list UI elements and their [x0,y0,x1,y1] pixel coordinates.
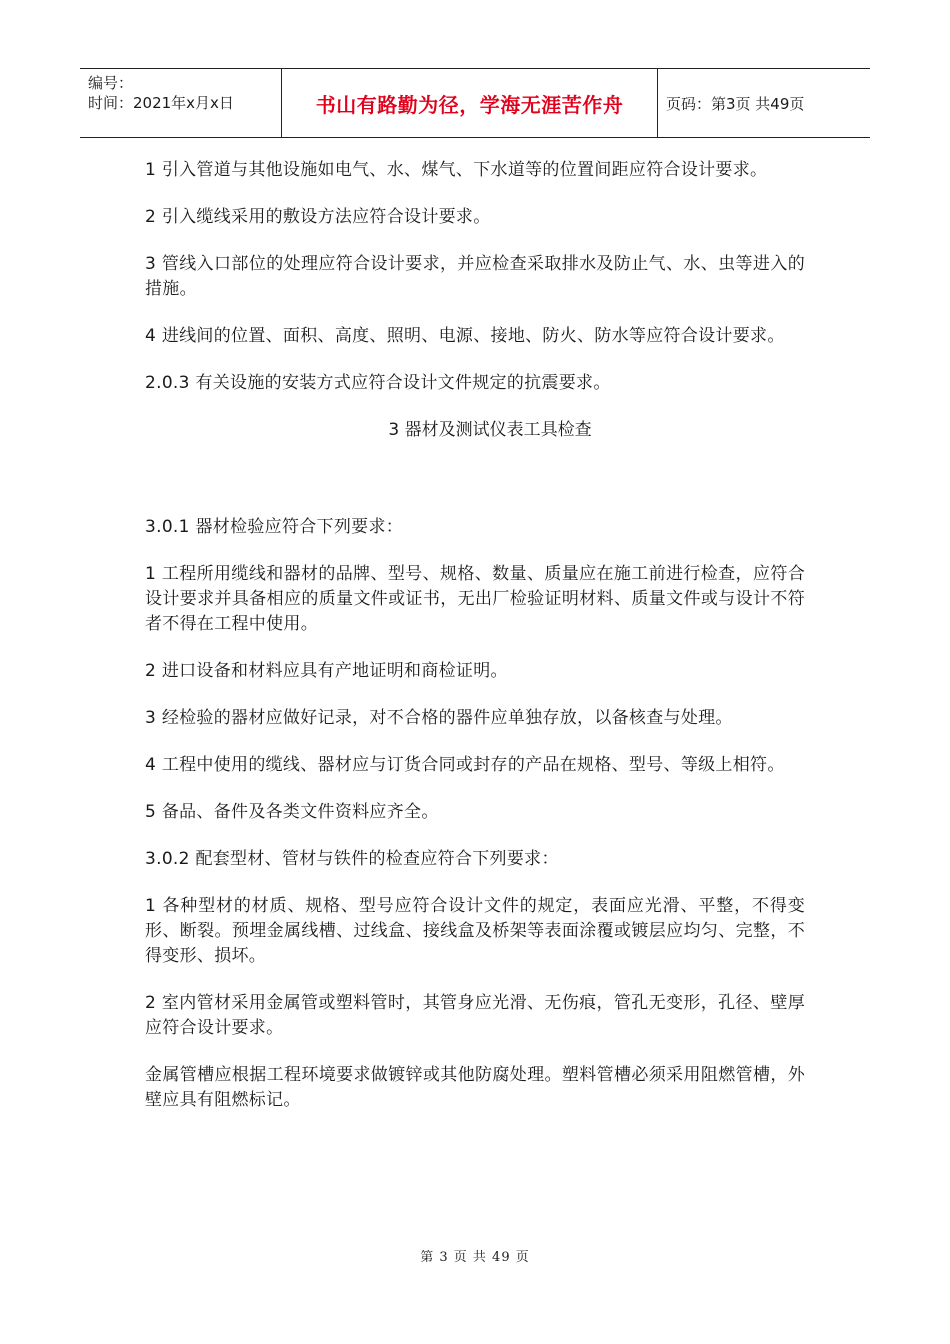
paragraph: 2 引入缆线采用的敷设方法应符合设计要求。 [145,207,491,227]
paragraph: 4 进线间的位置、面积、高度、照明、电源、接地、防火、防水等应符合设计要求。 [145,326,785,346]
paragraph: 4 工程中使用的缆线、器材应与订货合同或封存的产品在规格、型号、等级上相符。 [145,755,785,775]
page-footer: 第 3 页 共 49 页 [420,1250,530,1265]
paragraph: 2.0.3 有关设施的安装方式应符合设计文件规定的抗震要求。 [145,373,611,393]
paragraph: 2 室内管材采用金属管或塑料管时，其管身应光滑、无伤痕，管孔无变形，孔径、壁厚应符合设计要求。 [145,993,805,1038]
paragraph: 1 各种型材的材质、规格、型号应符合设计文件的规定，表面应光滑、平整，不得变形、断裂。预埋金属线槽、过线盒、接线盒及桥架等表面涂覆或镀层应均匀、完整，不得变形、损坏。 [145,896,805,966]
paragraph: 2 进口设备和材料应具有产地证明和商检证明。 [145,661,508,681]
document-number-label: 编号： [88,74,134,92]
paragraph: 1 工程所用缆线和器材的品牌、型号、规格、数量、质量应在施工前进行检查，应符合设计要求并具备相应的质量文件或证书，无出厂检验证明材料、质量文件或与设计不符者不得在工程中使用。 [145,564,805,634]
paragraph: 3.0.2 配套型材、管材与铁件的检查应符合下列要求： [145,849,559,869]
header-page-info: 页码：第3页 共49页 [666,94,805,113]
paragraph: 金属管槽应根据工程环境要求做镀锌或其他防腐处理。塑料管槽必须采用阻燃管槽，外壁应具有阻燃标记。 [145,1065,805,1110]
header-meta [80,69,282,137]
section-title: 3 器材及测试仪表工具检查 [388,420,592,440]
paragraph: 1 引入管道与其他设施如电气、水、煤气、下水道等的位置间距应符合设计要求。 [145,160,768,180]
document-header [80,68,870,138]
document-body [145,158,805,1135]
document-time-label: 时间：2021年x月x日 [88,94,234,112]
header-motto: 书山有路勤为径，学海无涯苦作舟 [282,69,658,137]
paragraph: 3 管线入口部位的处理应符合设计要求，并应检查采取排水及防止气、水、虫等进入的措施。 [145,254,805,299]
paragraph: 3.0.1 器材检验应符合下列要求： [145,517,404,537]
paragraph: 3 经检验的器材应做好记录，对不合格的器件应单独存放，以备核查与处理。 [145,708,733,728]
paragraph: 5 备品、备件及各类文件资料应齐全。 [145,802,439,822]
